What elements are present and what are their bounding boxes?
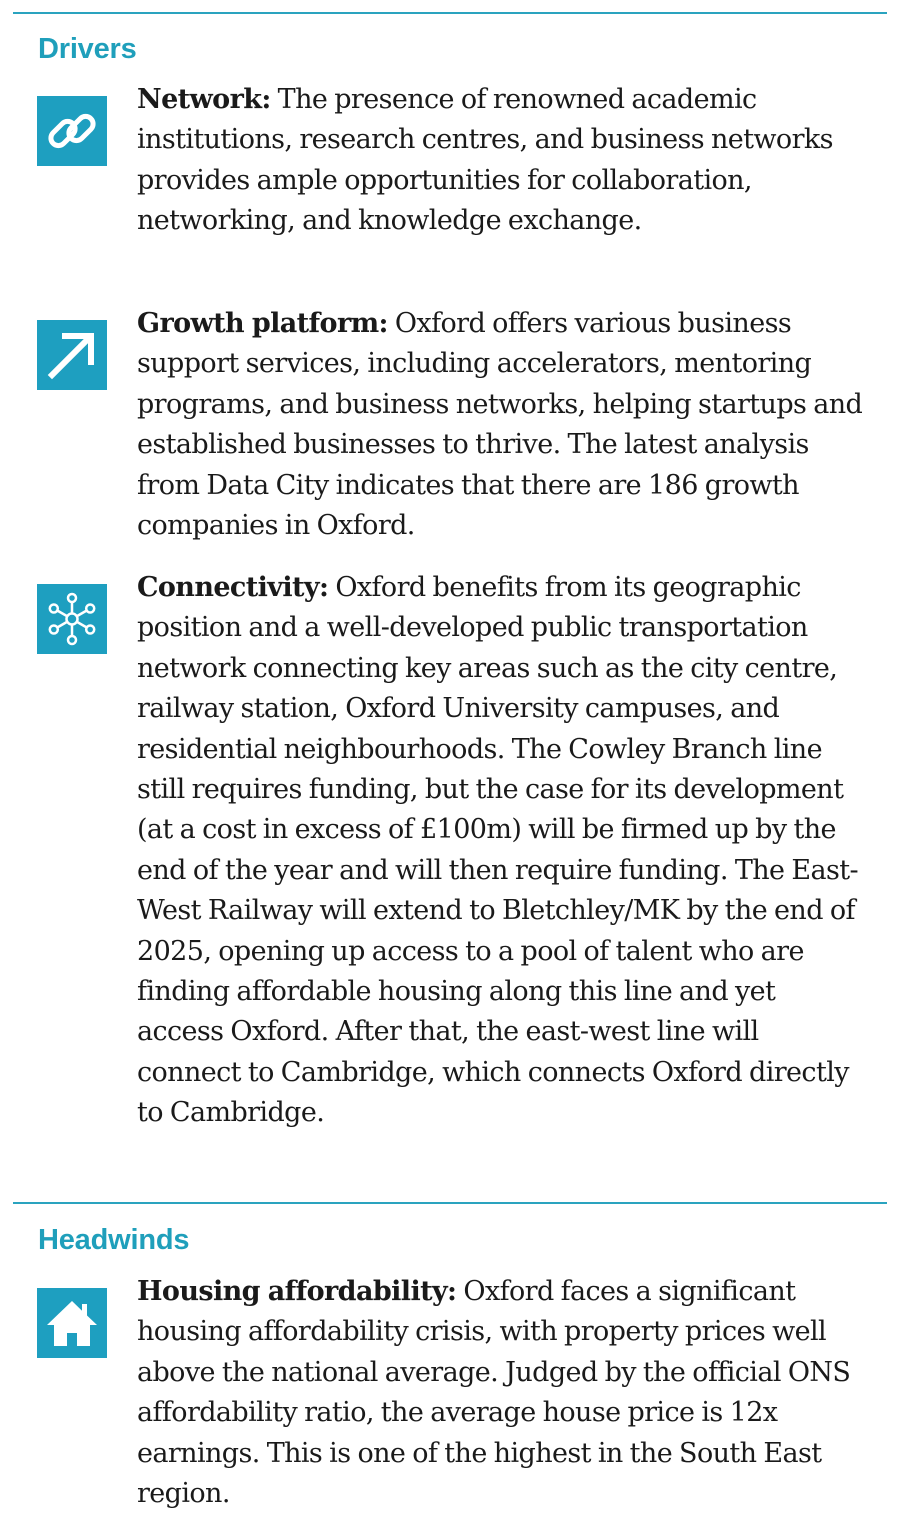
headwind-text-housing-affordability — [137, 1272, 867, 1514]
driver-title: Network: — [137, 84, 271, 115]
driver-body: Oxford offers various business support services, including accelerators, mentoring programs, and business networks, helping startups and established businesses to thrive. The latest analysis from Data City indicates that there are 186 growth companies in Oxford. — [137, 308, 863, 542]
driver-text-network — [137, 80, 867, 242]
driver-title: Connectivity: — [137, 572, 329, 603]
driver-text-connectivity — [137, 568, 867, 1134]
headwinds-heading: Headwinds — [38, 1224, 190, 1256]
drivers-heading: Drivers — [38, 33, 137, 65]
driver-body: The presence of renowned academic institutions, research centres, and business networks provides ample opportunities for collaboration, networking, and knowledge exchange. — [137, 84, 833, 237]
driver-body: Oxford benefits from its geographic position and a well-developed public transportation network connecting key areas such as the city centre, railway station, Oxford University campuses, and residential neighbourhoods. The Cowley Branch line still requires funding, but the case for its development (at a cost in excess of £100m) will be firmed up by the end of the year and will then require funding. The East-West Railway will extend to Bletchley/MK by the end of 2025, opening up access to a pool of talent who are finding affordable housing along this line and yet access Oxford. After that, the east-west line will connect to Cambridge, which connects Oxford directly to Cambridge. — [137, 572, 859, 1129]
arrow-up-right-icon — [37, 320, 107, 390]
link-icon — [37, 96, 107, 166]
section-divider-top — [13, 12, 887, 14]
driver-text-growth-platform — [137, 304, 867, 546]
house-icon — [37, 1288, 107, 1358]
headwind-body: Oxford faces a significant housing affordability crisis, with property prices well above the national average. Judged by the official ONS affordability ratio, the average house price is 12x earnings. This is one of the highest in the South East region. — [137, 1276, 851, 1510]
driver-title: Growth platform: — [137, 308, 388, 339]
network-hub-icon — [37, 584, 107, 654]
headwind-title: Housing affordability: — [137, 1276, 457, 1307]
section-divider-middle — [13, 1202, 887, 1204]
